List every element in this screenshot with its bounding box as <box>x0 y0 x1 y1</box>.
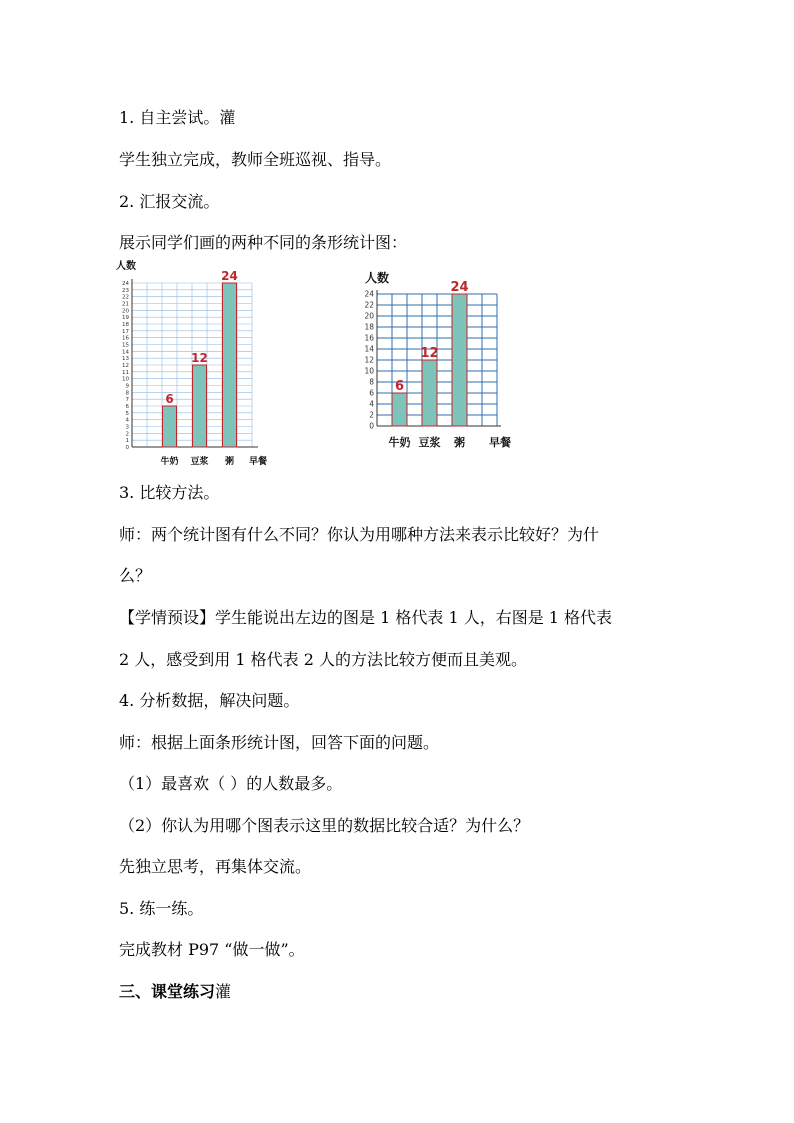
category-label: 粥 <box>224 457 235 467</box>
textbook-task: 完成教材 P97 “做一做”。 <box>119 940 305 959</box>
y-tick-label: 17 <box>122 328 129 335</box>
y-tick-label: 12 <box>364 355 374 365</box>
question-1: （1）最喜欢（ ）的人数最多。 <box>119 774 343 793</box>
bar-value-label: 6 <box>394 379 405 394</box>
step-5-heading: 5. 练一练。 <box>119 899 204 918</box>
bar <box>223 283 237 447</box>
y-tick-label: 21 <box>122 301 129 308</box>
y-tick-label: 22 <box>122 294 129 301</box>
y-tick-label: 11 <box>122 369 129 376</box>
bar-chart-right <box>360 268 530 453</box>
charts-intro: 展示同学们画的两种不同的条形统计图： <box>119 233 408 252</box>
bar <box>392 393 407 426</box>
y-tick-label: 5 <box>125 410 129 417</box>
y-axis-title: 人数 <box>365 271 390 285</box>
y-tick-label: 14 <box>122 349 129 356</box>
preset-note-cont: 2 人，感受到用 1 格代表 2 人的方法比较方便而且美观。 <box>119 650 527 669</box>
bar-chart-right-svg <box>360 268 530 453</box>
category-label: 粥 <box>454 436 465 449</box>
step-2-heading: 2. 汇报交流。 <box>119 192 220 211</box>
bar-value-label: 6 <box>165 392 174 406</box>
y-tick-label: 4 <box>369 399 374 409</box>
step-3-heading: 3. 比较方法。 <box>119 483 220 502</box>
y-tick-label: 3 <box>125 424 129 431</box>
question-2: （2）你认为用哪个图表示这里的数据比较合适？为什么？ <box>119 816 530 835</box>
bar-value-label: 12 <box>191 351 208 365</box>
step-1-text: 1. 自主尝试。 <box>119 108 220 127</box>
y-tick-label: 8 <box>369 377 374 387</box>
y-tick-label: 6 <box>369 388 374 398</box>
bar-value-label: 12 <box>420 346 439 361</box>
y-tick-label: 23 <box>122 287 129 294</box>
y-tick-label: 15 <box>122 342 129 349</box>
bar <box>163 406 177 447</box>
category-label: 豆浆 <box>190 457 209 467</box>
y-tick-label: 12 <box>122 362 129 369</box>
category-label: 牛奶 <box>388 436 411 449</box>
step-1-mark: 灌 <box>219 108 236 127</box>
y-tick-label: 4 <box>125 417 129 424</box>
y-tick-label: 8 <box>125 390 129 397</box>
bar <box>193 365 207 447</box>
preset-note: 【学情预设】学生能说出左边的图是 1 格代表 1 人，右图是 1 格代表 <box>119 608 613 627</box>
y-tick-label: 18 <box>122 321 129 328</box>
y-tick-label: 9 <box>125 383 129 390</box>
section-3-heading <box>119 982 231 1002</box>
y-tick-label: 16 <box>122 335 129 342</box>
step-1-heading <box>119 108 235 128</box>
y-tick-label: 10 <box>122 376 129 383</box>
y-tick-label: 0 <box>369 421 374 431</box>
category-label: 牛奶 <box>160 457 179 467</box>
teacher-question-1: 师：两个统计图有什么不同？你认为用哪种方法来表示比较好？为什 <box>119 525 600 544</box>
think-exchange: 先独立思考，再集体交流。 <box>119 857 312 876</box>
x-axis-title: 早餐 <box>489 436 511 449</box>
y-tick-label: 18 <box>364 322 374 332</box>
y-tick-label: 2 <box>125 431 129 438</box>
bar-value-label: 24 <box>221 269 238 283</box>
y-tick-label: 13 <box>122 356 129 363</box>
y-tick-label: 16 <box>364 333 374 343</box>
y-tick-label: 19 <box>122 315 129 322</box>
bar <box>422 360 437 426</box>
y-tick-label: 10 <box>364 366 374 376</box>
bar <box>452 294 467 426</box>
bar-value-label: 24 <box>450 280 469 295</box>
teacher-question-1-cont: 么？ <box>119 566 152 585</box>
y-tick-label: 22 <box>364 300 374 310</box>
section-3-title: 三、课堂练习 <box>119 982 216 1001</box>
section-3-mark: 灌 <box>215 982 232 1001</box>
bar-chart-left-svg <box>114 258 274 468</box>
y-tick-label: 6 <box>125 403 129 410</box>
y-tick-label: 14 <box>364 344 374 354</box>
step-1-desc: 学生独立完成，教师全班巡视、指导。 <box>119 150 392 169</box>
x-axis-title: 早餐 <box>248 457 268 467</box>
step-4-heading: 4. 分析数据，解决问题。 <box>119 691 300 710</box>
bar-chart-left <box>114 258 274 468</box>
y-tick-label: 20 <box>122 308 129 315</box>
y-tick-label: 24 <box>364 289 374 299</box>
y-tick-label: 7 <box>125 397 129 404</box>
y-tick-label: 20 <box>364 311 374 321</box>
teacher-question-2: 师：根据上面条形统计图，回答下面的问题。 <box>119 733 440 752</box>
y-tick-label: 24 <box>122 280 129 287</box>
y-tick-label: 0 <box>125 444 129 451</box>
y-tick-label: 2 <box>369 410 374 420</box>
category-label: 豆浆 <box>418 436 441 449</box>
y-axis-title: 人数 <box>116 261 136 272</box>
y-tick-label: 1 <box>125 438 129 445</box>
